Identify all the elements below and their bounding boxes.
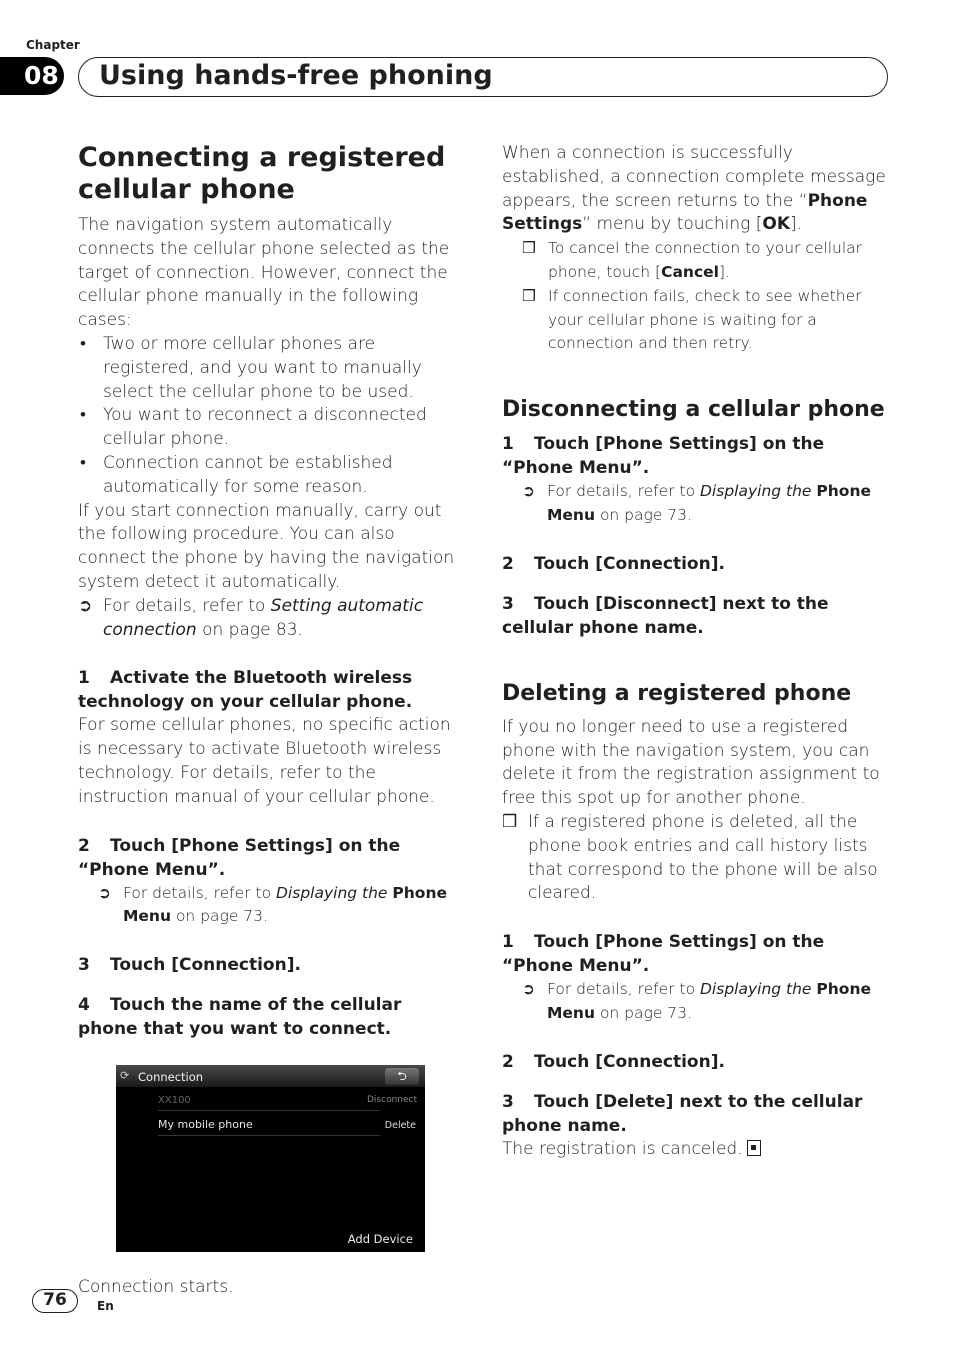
text-run: ]. xyxy=(790,214,803,235)
step-3 xyxy=(502,592,892,640)
bullet-icon: • xyxy=(80,452,86,473)
connection-screenshot xyxy=(116,1065,425,1252)
step-number: 3 xyxy=(502,593,514,614)
text-run: ” menu by touching [ xyxy=(582,214,763,235)
chapter-number: 08 xyxy=(0,57,64,95)
list-item-text: Connection cannot be established automatically for some reason. xyxy=(103,452,393,497)
step-text: Touch the name of the cellular phone that you want to connect. xyxy=(78,995,402,1040)
end-of-section-icon xyxy=(747,1140,761,1156)
ref-prefix: For details, refer to xyxy=(547,482,700,501)
bullet-icon: • xyxy=(80,405,86,426)
connection-icon: ⟳ xyxy=(120,1069,130,1083)
step-text: Touch [Phone Settings] on the “Phone Menu”. xyxy=(78,835,401,880)
step-4 xyxy=(78,993,466,1041)
connection-complete-paragraph xyxy=(502,142,892,237)
step-number: 3 xyxy=(502,1091,514,1112)
ref-suffix: on page 73. xyxy=(595,505,692,524)
ref-suffix: on page 73. xyxy=(595,1003,692,1022)
chapter-title: Using hands-free phoning xyxy=(78,57,888,97)
page-number: 76 xyxy=(32,1289,78,1313)
step-1 xyxy=(502,432,892,480)
arrow-icon: ➲ xyxy=(98,883,111,902)
add-device-button[interactable]: Add Device xyxy=(347,1232,413,1247)
step-text: Touch [Phone Settings] on the “Phone Menu”. xyxy=(502,932,825,977)
step-number: 2 xyxy=(502,553,514,574)
back-button[interactable] xyxy=(385,1068,419,1085)
connection-caption: Connection starts. xyxy=(78,1277,234,1298)
manual-connection-paragraph: If you start connection manually, carry out the following procedure. You can also connect the phone by having the navigation system detect it automatically. xyxy=(78,500,455,592)
chapter-label: Chapter xyxy=(26,38,80,52)
left-column xyxy=(78,140,466,1300)
step-text: Activate the Bluetooth wireless technology on your cellular phone. xyxy=(78,668,413,713)
note-item xyxy=(502,811,892,906)
ref-suffix: on page 73. xyxy=(171,907,268,926)
intro-paragraph: The navigation system automatically connects the cellular phone selected as the target of connection. However, connect the cellular phone manually in the following cases: xyxy=(78,215,450,331)
right-column xyxy=(502,142,892,1162)
delete-intro-paragraph: If you no longer need to use a registered phone with the navigation system, you can delete it from the registration assignment to free this spot up for another phone. xyxy=(502,716,880,809)
ref-prefix: For details, refer to xyxy=(103,595,271,616)
step-2 xyxy=(502,552,892,576)
ref-prefix: For details, refer to xyxy=(123,883,276,902)
ref-link-bold: Phone Menu xyxy=(547,482,871,524)
ref-suffix: on page 83. xyxy=(196,619,303,640)
cross-reference xyxy=(78,595,466,643)
step-text: Touch [Connection]. xyxy=(110,955,301,976)
step-text: Touch [Disconnect] next to the cellular phone name. xyxy=(502,593,829,638)
step-1 xyxy=(78,666,466,714)
step-number: 2 xyxy=(78,835,90,856)
disconnect-button[interactable]: Disconnect xyxy=(367,1095,417,1106)
ref-prefix: For details, refer to xyxy=(547,980,700,999)
step-text: Touch [Connection]. xyxy=(534,553,725,574)
text-run-bold: Phone Settings xyxy=(502,190,868,235)
checkbox-note-icon: ❒ xyxy=(522,239,536,258)
step-number: 1 xyxy=(78,668,90,689)
arrow-icon: ➲ xyxy=(78,595,93,616)
step-text: Touch [Delete] next to the cellular phone name. xyxy=(502,1091,863,1136)
arrow-icon: ➲ xyxy=(522,482,535,501)
cross-reference xyxy=(98,882,466,930)
text-run: When a connection is successfully established, a connection complete message appears, the screen returns to the “ xyxy=(502,143,886,211)
section-title-deleting: Deleting a registered phone xyxy=(502,680,852,706)
note-item xyxy=(522,285,892,356)
ref-link-bold: Phone Menu xyxy=(547,980,871,1022)
list-item xyxy=(78,333,466,404)
step-text: Touch [Connection]. xyxy=(534,1051,725,1072)
step-3 xyxy=(78,953,466,977)
cross-reference xyxy=(522,978,892,1026)
ref-link-text: Setting automatic connection xyxy=(103,595,424,640)
step-1-body: For some cellular phones, no specific action is necessary to activate Bluetooth wireless technology. For details, refer to the instruction manual of your cellular phone. xyxy=(78,715,451,807)
ref-link-text: Displaying the xyxy=(700,482,817,501)
checkbox-note-icon: ❒ xyxy=(502,811,518,832)
arrow-icon: ➲ xyxy=(522,980,535,999)
step-number: 1 xyxy=(502,434,514,455)
language-label: En xyxy=(97,1299,114,1313)
step-number: 1 xyxy=(502,932,514,953)
list-item-text: You want to reconnect a disconnected cellular phone. xyxy=(103,405,427,450)
section-title-disconnecting: Disconnecting a cellular phone xyxy=(502,397,885,423)
step-2 xyxy=(502,1050,892,1074)
cross-reference xyxy=(522,480,892,528)
screen-title: Connection xyxy=(138,1070,204,1085)
bullet-icon: • xyxy=(80,333,86,354)
step-3 xyxy=(502,1090,892,1138)
list-item xyxy=(78,404,466,452)
note-text: ]. xyxy=(718,262,730,281)
step-text: Touch [Phone Settings] on the “Phone Menu”. xyxy=(502,434,825,479)
note-text-bold: Cancel xyxy=(661,262,719,281)
section-title-connecting: Connecting a registered cellular phone xyxy=(78,142,446,205)
ref-link-bold: Phone Menu xyxy=(123,883,447,926)
device-row[interactable]: My mobile phone xyxy=(158,1114,380,1136)
step-2 xyxy=(78,834,466,882)
list-item-text: Two or more cellular phones are registered, and you want to manually select the cellular phone to be used. xyxy=(103,333,422,402)
step-number: 4 xyxy=(78,995,90,1016)
delete-button[interactable]: Delete xyxy=(384,1120,416,1132)
step-number: 2 xyxy=(502,1051,514,1072)
ref-link-text: Displaying the xyxy=(276,883,393,902)
back-arrow-icon: ⮌ xyxy=(397,1069,407,1084)
step-number: 3 xyxy=(78,955,90,976)
note-text: To cancel the connection to your cellular phone, touch [ xyxy=(548,239,863,281)
note-text: If a registered phone is deleted, all the phone book entries and call history lists that correspond to the phone will be also cleared. xyxy=(528,811,878,904)
registration-canceled-text xyxy=(502,1138,892,1162)
step-1 xyxy=(502,930,892,978)
text-run-bold: OK xyxy=(762,214,791,235)
device-row[interactable]: XX100 xyxy=(158,1091,380,1111)
checkbox-note-icon: ❒ xyxy=(522,286,536,305)
ref-link-text: Displaying the xyxy=(700,980,817,999)
final-text: The registration is canceled. xyxy=(502,1138,743,1159)
note-text: If connection fails, check to see whether your cellular phone is waiting for a connection and then retry. xyxy=(548,286,862,353)
note-item xyxy=(522,237,892,285)
list-item xyxy=(78,452,466,500)
